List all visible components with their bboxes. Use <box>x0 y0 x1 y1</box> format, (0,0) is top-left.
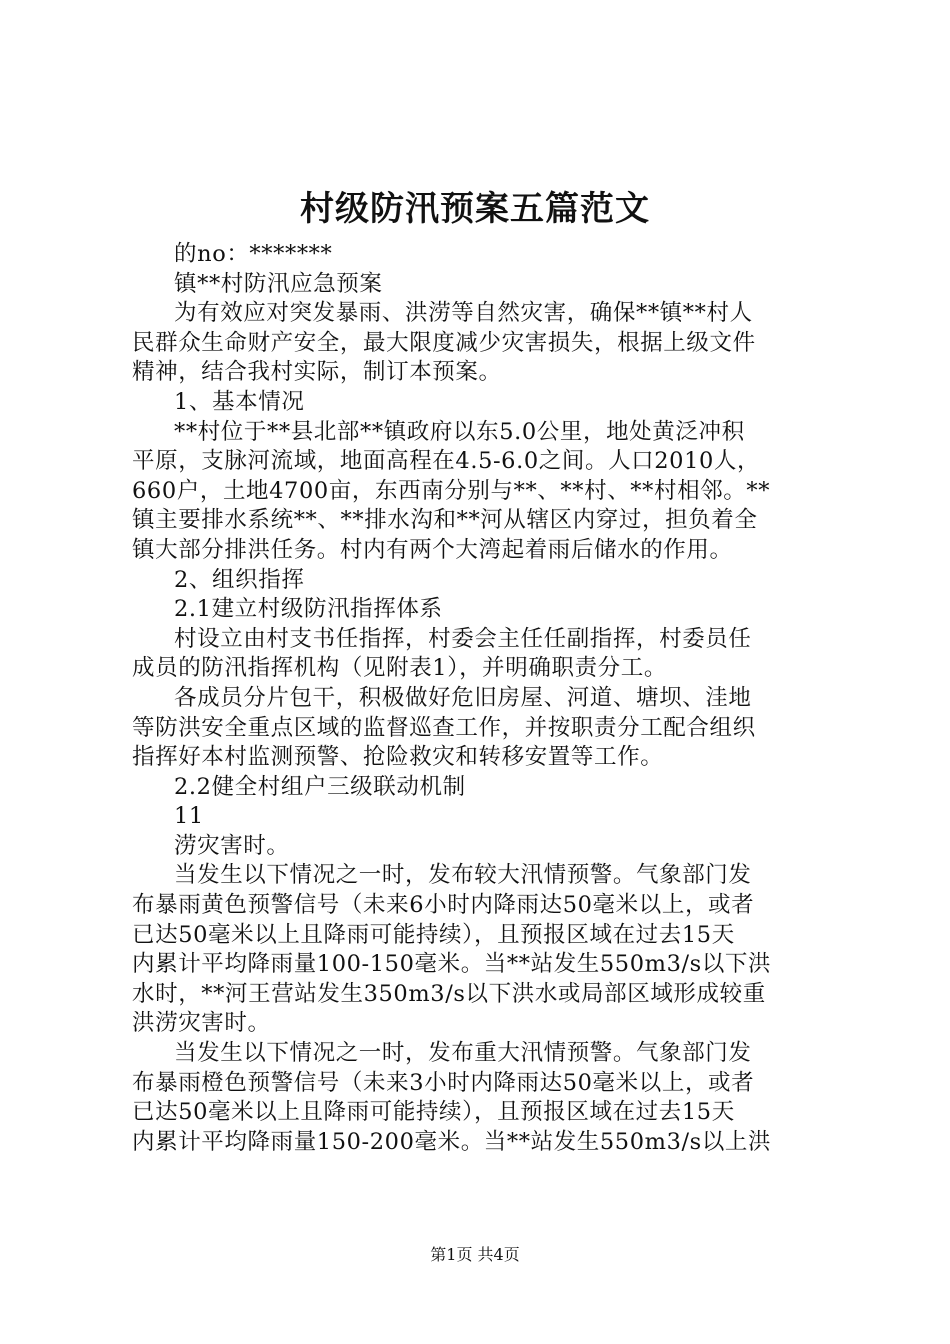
document-body <box>132 240 832 1157</box>
paragraph-line: 660户，土地4700亩，东西南分别与**、**村、**村相邻。** <box>132 477 771 504</box>
paragraph-line: 11 <box>174 803 204 830</box>
paragraph-line: 布暴雨橙色预警信号（未来3小时内降雨达50毫米以上，或者 <box>132 1069 755 1096</box>
paragraph-line: 民群众生命财产安全，最大限度减少灾害损失，根据上级文件 <box>132 329 756 356</box>
doc-number-line: 的no：******* <box>174 241 333 267</box>
paragraph-line: 当发生以下情况之一时，发布较大汛情预警。气象部门发 <box>174 862 752 889</box>
paragraph-line: 已达50毫米以上且降雨可能持续），且预报区域在过去15天 <box>132 921 735 948</box>
paragraph-line: 镇主要排水系统**、**排水沟和**河从辖区内穿过，担负着全 <box>132 507 758 534</box>
paragraph-line: 各成员分片包干，积极做好危旧房屋、河道、塘坝、洼地 <box>174 684 752 711</box>
paragraph-line: 平原，支脉河流域，地面高程在4.5-6.0之间。人口2010人， <box>132 448 761 475</box>
section-heading: 2、组织指挥 <box>174 566 305 593</box>
paragraph-line: 镇大部分排洪任务。村内有两个大湾起着雨后储水的作用。 <box>132 536 733 563</box>
section-heading: 1、基本情况 <box>174 388 305 415</box>
paragraph-line: 涝灾害时。 <box>174 832 290 859</box>
paragraph-line: 当发生以下情况之一时，发布重大汛情预警。气象部门发 <box>174 1040 752 1067</box>
paragraph-line: 内累计平均降雨量150-200毫米。当**站发生550m3/s以上洪 <box>132 1128 772 1155</box>
section-heading: 2.2健全村组户三级联动机制 <box>174 773 466 800</box>
paragraph-line: 村设立由村支书任指挥，村委会主任任副指挥，村委员任 <box>174 625 752 652</box>
paragraph-line: 等防洪安全重点区域的监督巡查工作，并按职责分工配合组织 <box>132 714 756 741</box>
paragraph-line: 布暴雨黄色预警信号（未来6小时内降雨达50毫米以上，或者 <box>132 892 755 919</box>
paragraph-line: 已达50毫米以上且降雨可能持续），且预报区域在过去15天 <box>132 1099 735 1126</box>
paragraph-line: 精神，结合我村实际，制订本预案。 <box>132 359 502 386</box>
paragraph-line: 水时，**河王营站发生350m3/s以下洪水或局部区域形成较重 <box>132 980 766 1007</box>
paragraph-line: 指挥好本村监测预警、抢险救灾和转移安置等工作。 <box>132 744 664 771</box>
paragraph-line: **村位于**县北部**镇政府以东5.0公里，地处黄泛冲积 <box>174 418 745 445</box>
paragraph-line: 洪涝灾害时。 <box>132 1010 271 1037</box>
document-title: 村级防汛预案五篇范文 <box>300 189 650 229</box>
paragraph-line: 为有效应对突发暴雨、洪涝等自然灾害，确保**镇**村人 <box>174 300 753 327</box>
paragraph-line: 成员的防汛指挥机构（见附表1），并明确职责分工。 <box>132 655 667 682</box>
page-number-footer: 第1页 共4页 <box>430 1245 520 1264</box>
paragraph-line: 内累计平均降雨量100-150毫米。当**站发生550m3/s以下洪 <box>132 951 772 978</box>
section-heading: 镇**村防汛应急预案 <box>174 270 383 297</box>
section-heading: 2.1建立村级防汛指挥体系 <box>174 596 443 623</box>
